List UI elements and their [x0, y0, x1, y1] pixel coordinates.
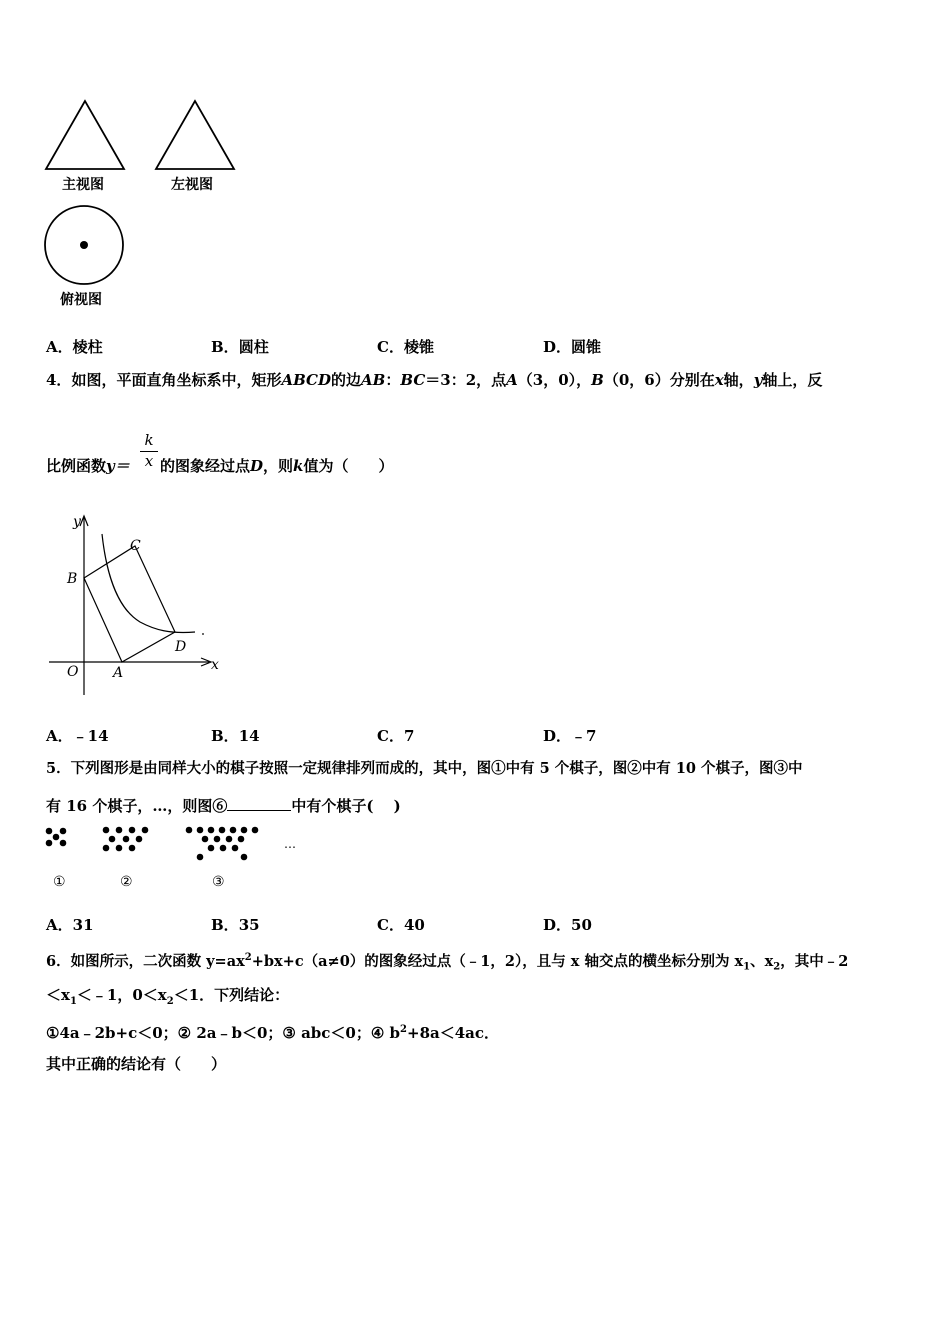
axis-label-x: x	[211, 657, 219, 673]
q5-question-line1: 5．下列图形是由同样大小的棋子按照一定规律排列而成的，其中，图①中有 5 个棋子，图②中有 10 个棋子，图③中	[46, 760, 803, 777]
front-view-triangle	[46, 101, 124, 169]
q4-option-d: D．﹣7	[543, 727, 597, 745]
hyperbola-curve	[102, 534, 195, 633]
q3-three-views-figure	[40, 95, 250, 315]
q4-fraction-denominator: x	[144, 452, 154, 470]
pattern-1	[46, 828, 67, 847]
left-view-label: 左视图	[171, 177, 213, 193]
q4-option-a: A．﹣14	[46, 727, 109, 745]
pattern-1-label: ①	[53, 874, 66, 890]
left-view-triangle	[156, 101, 234, 169]
q3-option-b: B．圆柱	[211, 338, 269, 356]
q3-option-a: A．棱柱	[46, 338, 103, 356]
q4-question-line2-left: 比例函数y＝	[46, 457, 130, 475]
q5-question-line2: 有 16 个棋子，…，则图⑥ 中有个棋子( )	[46, 797, 401, 815]
q4-question-line2-right: 的图象经过点D，则k值为（ ）	[160, 457, 394, 475]
rectangle-abcd	[84, 546, 175, 662]
curve-end-dot	[202, 633, 204, 635]
q6-question-line1: 6．如图所示，二次函数 $y=ax^2+bx+c(a\ne 0)$的图象经过点（﹣1，2），且与 x 轴交点的横坐标分别为 $x_1$、$x_2$，其中﹣2	[46, 952, 849, 973]
origin-label-o: O	[67, 664, 79, 680]
top-view-center-dot	[80, 241, 88, 249]
point-label-c: C	[130, 538, 141, 554]
q5-dot-pattern-figure	[40, 822, 320, 894]
pattern-3-label: ③	[212, 874, 225, 890]
q4-coordinate-figure	[45, 510, 235, 702]
q3-option-d: D．圆锥	[543, 338, 602, 356]
point-label-a: A	[113, 665, 124, 681]
q4-fraction	[140, 431, 158, 470]
q5-option-a: A．31	[46, 916, 94, 934]
q6-question-prompt: 其中正确的结论有（ ）	[46, 1055, 227, 1073]
q5-answer-blank	[227, 796, 291, 811]
q5-option-c: C．40	[377, 916, 425, 934]
pattern-2-label: ②	[120, 874, 133, 890]
axis-label-y: y	[73, 514, 81, 530]
q4-fraction-numerator: k	[144, 431, 154, 449]
q4-question-line1: 4．如图，平面直角坐标系中，矩形ABCD的边AB：BC＝3：2，点A（3，0），B（0，6）分别在x轴，y轴上，反	[46, 371, 823, 389]
ellipsis: …	[284, 837, 296, 851]
q5-option-d: D．50	[543, 916, 592, 934]
q4-option-b: B．14	[211, 727, 260, 745]
q6-question-line2: $<x_1<﹣1$，$0<x_2<1$．下列结论：	[46, 986, 290, 1007]
top-view-label: 俯视图	[60, 292, 102, 308]
q4-option-c: C．7	[377, 727, 415, 745]
pattern-2	[103, 827, 149, 852]
point-label-d: D	[175, 639, 187, 655]
q3-option-c: C．棱锥	[377, 338, 434, 356]
q5-option-b: B．35	[211, 916, 260, 934]
pattern-3	[186, 827, 259, 861]
front-view-label: 主视图	[62, 177, 104, 193]
q6-conclusions: ①4a﹣2b+c＜0；② 2a﹣b＜0；③ abc＜0；④ $b^2+8a<4ac$．	[46, 1024, 500, 1042]
point-label-b: B	[67, 571, 78, 587]
